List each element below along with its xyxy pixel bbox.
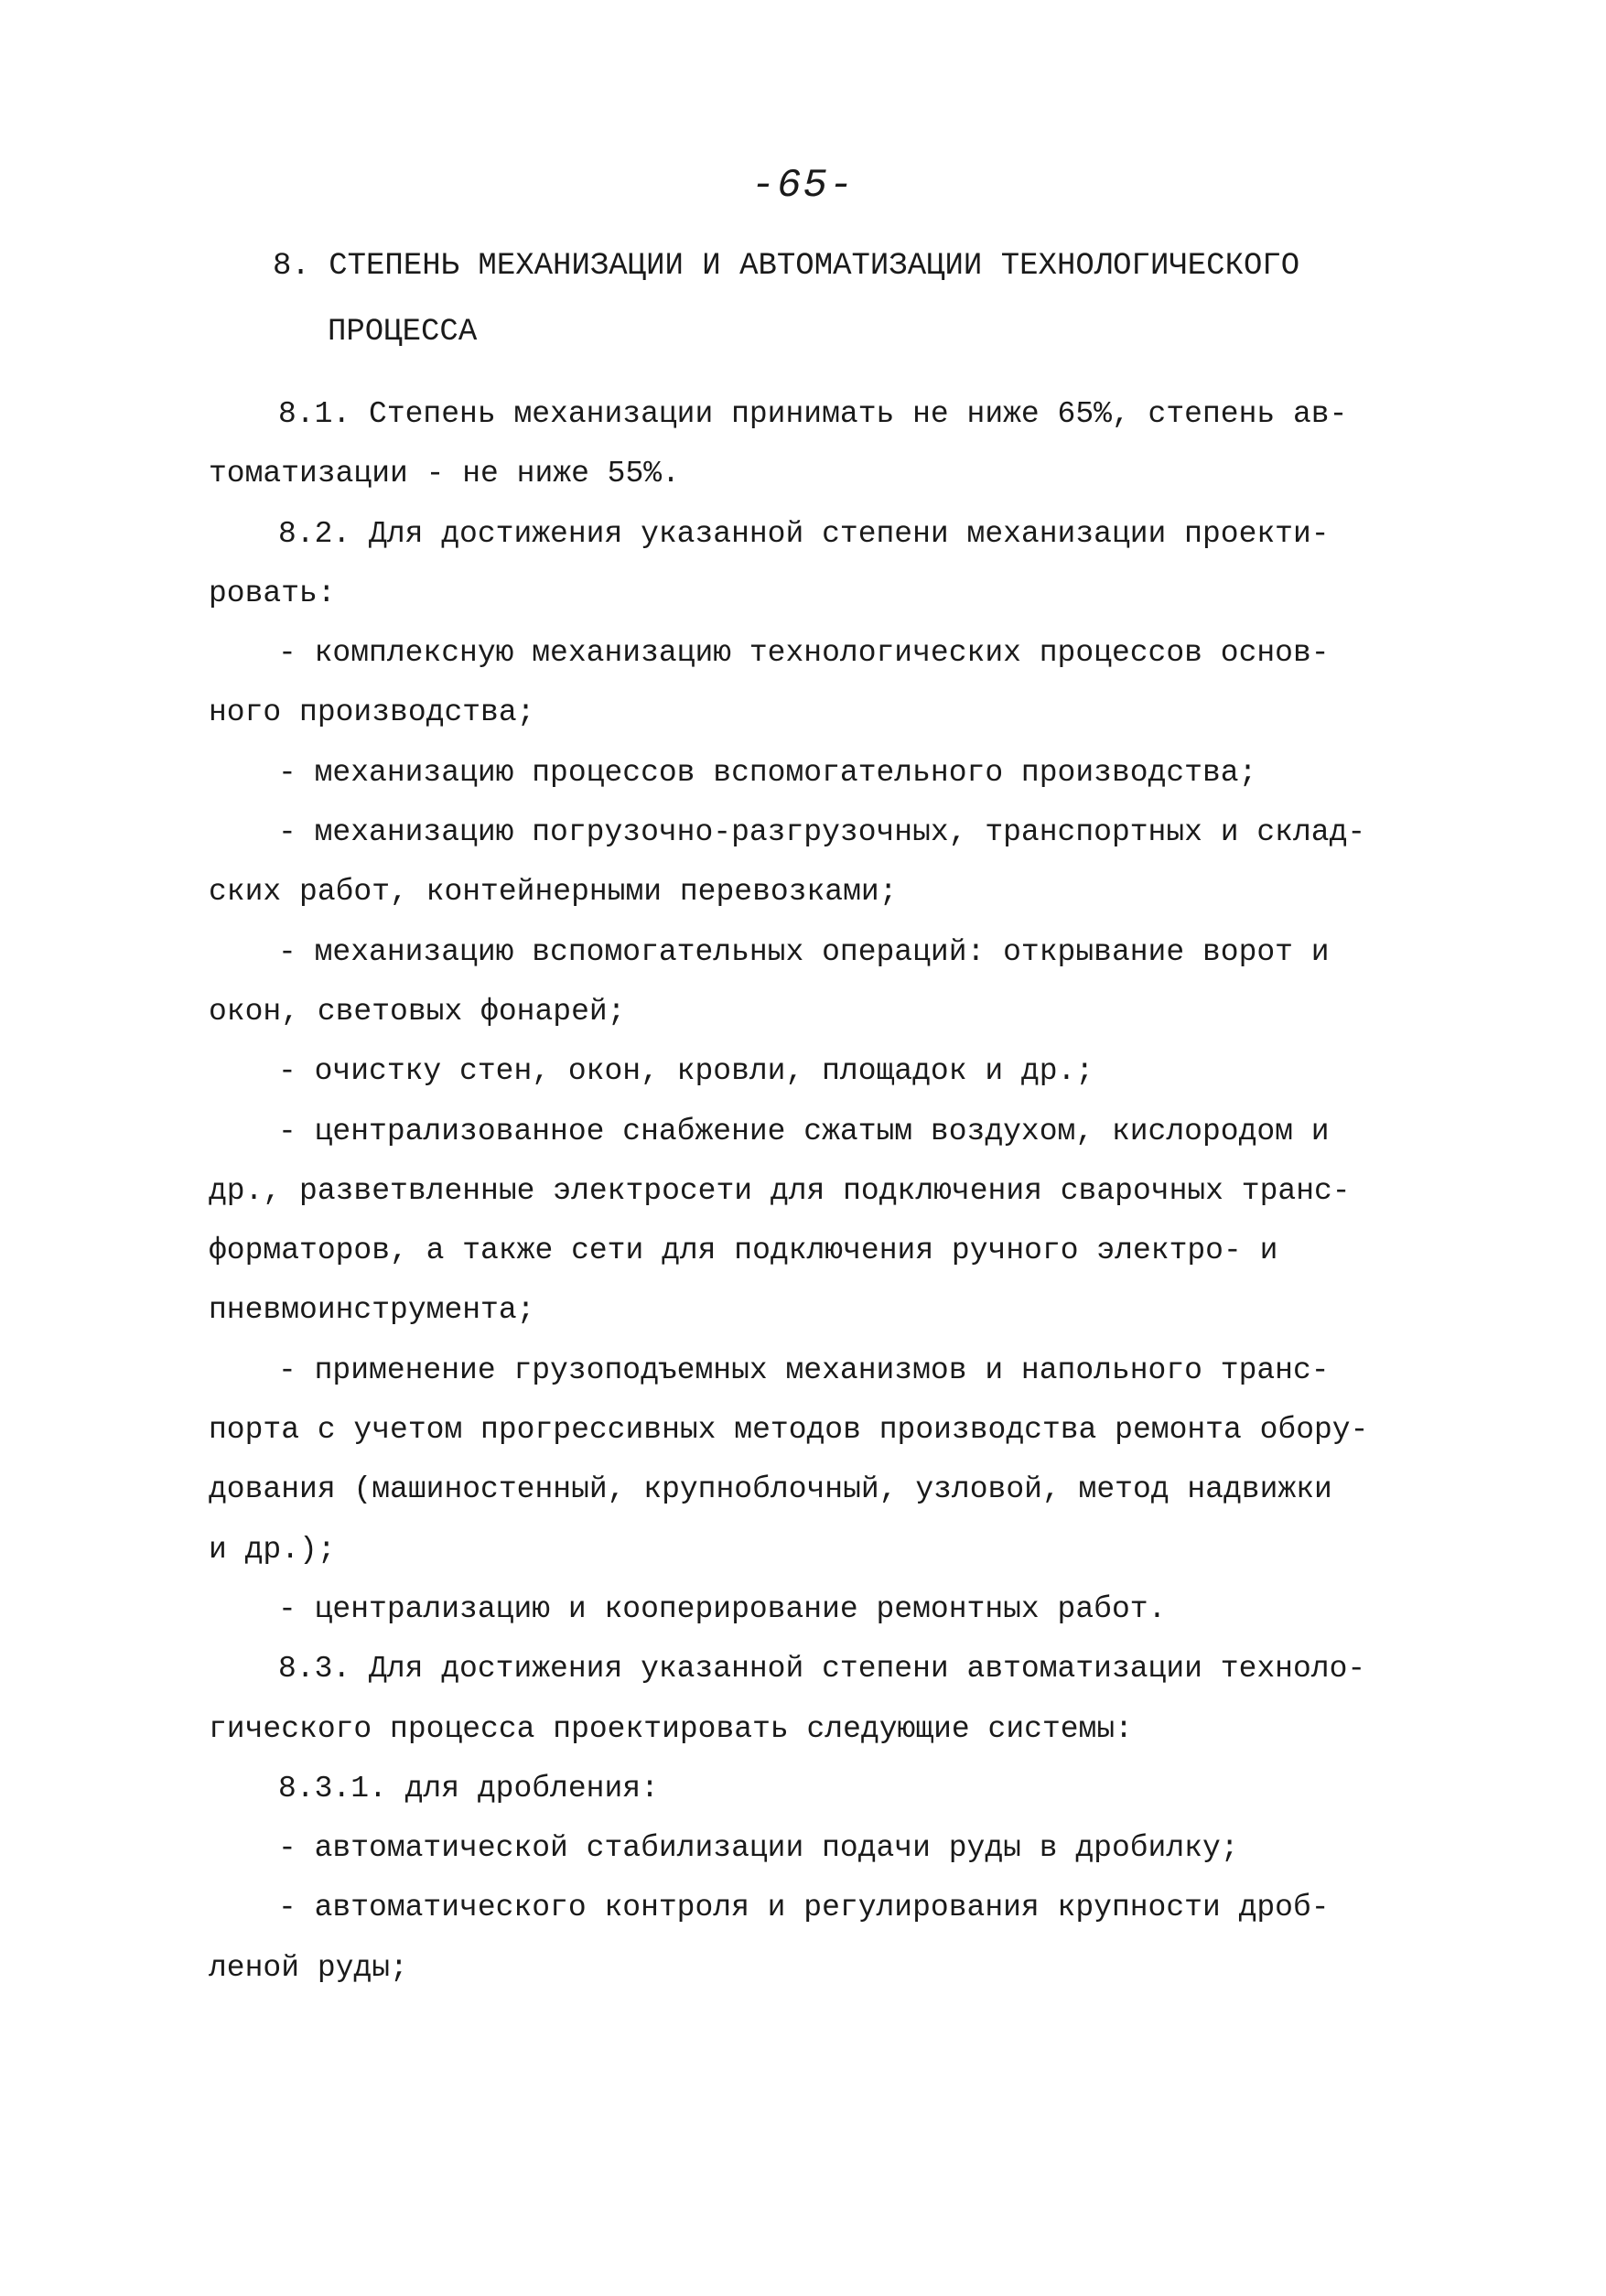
text-line: 8.1. Степень механизации принимать не ниже 65%, степень ав- [278, 397, 1348, 431]
text-line: - централизованное снабжение сжатым воздухом, кислородом и [278, 1114, 1330, 1148]
text-line: др., разветвленные электросети для подключения сварочных транс- [209, 1173, 1351, 1208]
text-line: 8.2. Для достижения указанной степени механизации проекти- [278, 516, 1330, 551]
text-line: леной руды; [209, 1950, 408, 1985]
text-line: порта с учетом прогрессивных методов производства ремонта обору- [209, 1413, 1369, 1448]
text-line: и др.); [209, 1532, 336, 1567]
text-line: форматоров, а также сети для подключения ручного электро- и [209, 1234, 1278, 1268]
text-line: 8.3. Для достижения указанной степени автоматизации техноло- [278, 1652, 1366, 1687]
text-line: ного производства; [209, 695, 535, 730]
text-line: ских работ, контейнерными перевозками; [209, 875, 898, 910]
text-line: пневмоинструмента; [209, 1293, 535, 1328]
text-line: - применение грузоподъемных механизмов и напольного транс- [278, 1353, 1330, 1387]
text-line: - механизацию процессов вспомогательного производства; [278, 755, 1257, 790]
section-heading-line-2: ПРОЦЕССА [328, 315, 478, 350]
body-text [209, 384, 1398, 1998]
section-heading [273, 233, 1371, 365]
text-line: томатизации - не ниже 55%. [209, 457, 680, 491]
text-line: гического процесса проектировать следующие системы: [209, 1711, 1133, 1746]
text-line: окон, световых фонарей; [209, 994, 626, 1029]
text-line: - механизацию погрузочно-разгрузочных, транспортных и склад- [278, 815, 1366, 850]
text-line: - автоматического контроля и регулирования крупности дроб- [278, 1891, 1330, 1925]
text-line: - централизацию и кооперирование ремонтных работ. [278, 1591, 1167, 1626]
text-line: - автоматической стабилизации подачи руды в дробилку; [278, 1831, 1239, 1866]
text-line: - комплексную механизацию технологических процессов основ- [278, 636, 1330, 671]
section-heading-line-1: 8. СТЕПЕНЬ МЕХАНИЗАЦИИ И АВТОМАТИЗАЦИИ ТЕХНОЛОГИЧЕСКОГО [273, 249, 1300, 284]
text-line: ровать: [209, 576, 336, 610]
text-line: - очистку стен, окон, кровли, площадок и др.; [278, 1054, 1094, 1089]
text-line: - механизацию вспомогательных операций: открывание ворот и [278, 934, 1330, 969]
text-line: дования (машиностенный, крупноблочный, узловой, метод надвижки [209, 1472, 1332, 1507]
text-line: 8.3.1. для дробления: [278, 1771, 659, 1806]
page-number: -65- [750, 163, 856, 209]
